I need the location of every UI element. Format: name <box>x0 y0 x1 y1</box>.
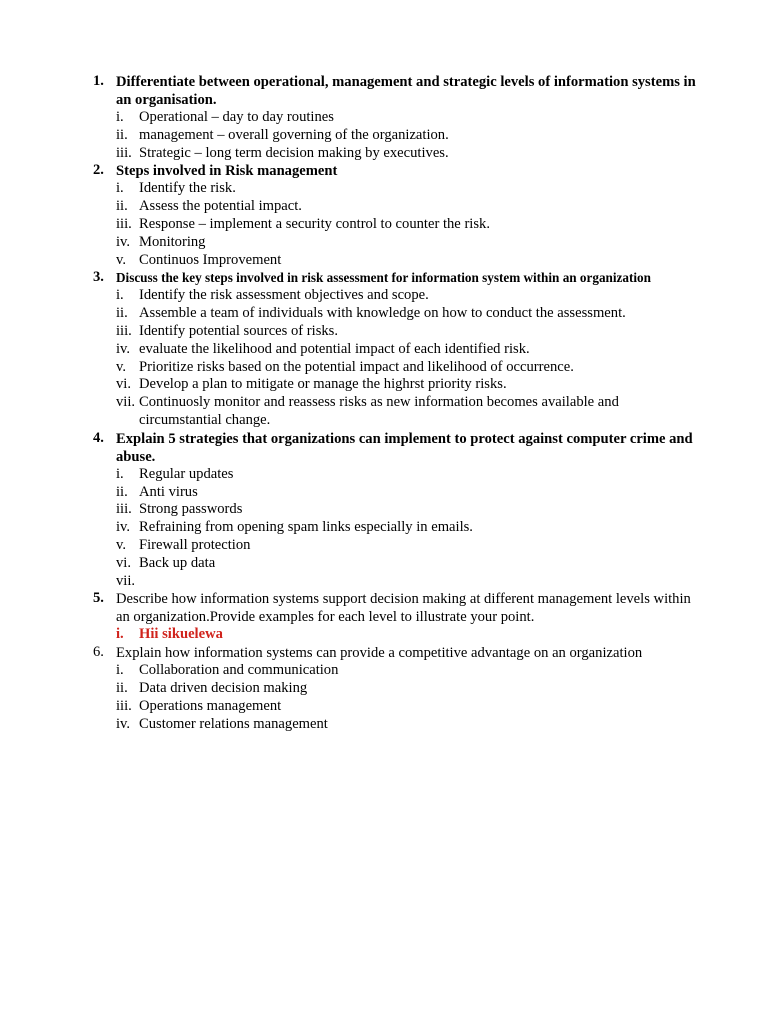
question-number: 4. <box>93 429 104 446</box>
answer-item-text: Firewall protection <box>139 536 251 553</box>
answer-item-text: management – overall governing of the organization. <box>139 126 449 143</box>
answer-item-text: Prioritize risks based on the potential impact and likelihood of occurrence. <box>139 358 574 375</box>
answer-item-text: Anti virus <box>139 483 198 500</box>
answer-item <box>0 519 699 537</box>
answer-item-number: iv. <box>116 340 131 357</box>
answer-item <box>0 680 699 698</box>
question-block <box>0 269 768 429</box>
question-text: Explain how information systems can provide a competitive advantage on an organization <box>116 645 643 662</box>
answer-item-text: Collaboration and communication <box>139 662 339 679</box>
answer-item <box>0 716 699 734</box>
answer-item <box>0 484 699 502</box>
question-number: 2. <box>93 162 104 179</box>
answer-item-number: i. <box>116 662 124 679</box>
answer-item <box>0 394 699 430</box>
answer-item-number: iii. <box>116 501 132 518</box>
question-text: Explain 5 strategies that organizations can implement to protect against computer crime and abuse. <box>116 430 693 465</box>
answer-item <box>0 234 699 252</box>
question-block <box>0 73 768 162</box>
answer-item-number: ii. <box>116 126 128 143</box>
answer-item <box>0 359 699 377</box>
answer-item <box>0 180 699 198</box>
question-block <box>0 162 768 269</box>
answer-item-text: Identify the risk assessment objectives and scope. <box>139 287 429 304</box>
answer-item-number: iii. <box>116 215 132 232</box>
answer-item <box>0 109 699 127</box>
answer-item-number: ii. <box>116 679 128 696</box>
answer-item-number: iii. <box>116 697 132 714</box>
answer-item <box>0 376 699 394</box>
question-block <box>0 430 768 591</box>
question-text: Differentiate between operational, management and strategic levels of information systems in an organisation. <box>116 74 696 108</box>
question-text: Describe how information systems support decision making at different management levels within an organization.Provide examples for each level to illustrate your point. <box>116 591 691 626</box>
answer-item-number: iv. <box>116 519 131 536</box>
answer-item <box>0 127 699 145</box>
answer-item-number: ii. <box>116 483 128 500</box>
answer-item-text: Hii sikuelewa <box>139 626 223 643</box>
answer-item-text: Data driven decision making <box>139 679 308 696</box>
answer-item-text: Regular updates <box>139 465 234 482</box>
answer-item <box>0 698 699 716</box>
answer-item-text: Identify the risk. <box>139 180 236 197</box>
answer-item-text: Back up data <box>139 554 216 571</box>
question-number: 6. <box>93 644 104 661</box>
answer-item-text: Continuosly monitor and reassess risks as new information becomes available and circumstantial change. <box>139 394 619 428</box>
answer-item-text: Identify potential sources of risks. <box>139 322 338 339</box>
answer-item-text: Customer relations management <box>139 715 328 732</box>
answer-item-number: v. <box>116 536 126 553</box>
answer-item <box>0 662 699 680</box>
answer-item-number: iii. <box>116 322 132 339</box>
answer-item <box>0 252 699 270</box>
answer-item-number: iii. <box>116 144 132 161</box>
question-text: Discuss the key steps involved in risk assessment for information system within an organization <box>116 270 651 286</box>
question-number: 3. <box>93 269 104 286</box>
answer-item-number: i. <box>116 287 124 304</box>
answer-item-number: v. <box>116 251 126 268</box>
answer-item-text: Continuos Improvement <box>139 251 282 268</box>
answer-item <box>0 537 699 555</box>
answer-item <box>0 145 699 163</box>
answer-item <box>0 287 699 305</box>
answer-item <box>0 198 699 216</box>
answer-item-text: Refraining from opening spam links especially in emails. <box>139 519 473 536</box>
answer-item-number: i. <box>116 109 124 125</box>
answer-item-text: Assemble a team of individuals with knowledge on how to conduct the assessment. <box>139 305 626 322</box>
answer-item <box>0 573 699 591</box>
answer-item-number: vii. <box>116 572 136 589</box>
question-block <box>0 644 768 733</box>
answer-item-number: vii. <box>116 394 136 411</box>
answer-item-text: Response – implement a security control to counter the risk. <box>139 215 490 232</box>
answer-item-text: Operational – day to day routines <box>139 109 334 125</box>
answer-item-text: evaluate the likelihood and potential impact of each identified risk. <box>139 340 530 357</box>
answer-item-text: Strong passwords <box>139 501 243 518</box>
answer-item-number: i. <box>116 465 124 482</box>
answer-item-number: vi. <box>116 376 131 393</box>
answer-item <box>0 323 699 341</box>
document-body <box>0 73 768 733</box>
question-number: 1. <box>93 73 104 89</box>
answer-item-number: v. <box>116 358 126 375</box>
question-block <box>0 590 768 644</box>
answer-item <box>0 341 699 359</box>
answer-item <box>0 626 699 644</box>
answer-item <box>0 305 699 323</box>
answer-item-text: Monitoring <box>139 233 206 250</box>
answer-item-number: i. <box>116 180 124 197</box>
answer-item-number: ii. <box>116 305 128 322</box>
answer-item-text: Develop a plan to mitigate or manage the highrst priority risks. <box>139 376 507 393</box>
answer-item <box>0 555 699 573</box>
answer-item-text: Strategic – long term decision making by executives. <box>139 144 449 161</box>
question-text: Steps involved in Risk management <box>116 163 338 180</box>
answer-item-number: ii. <box>116 198 128 215</box>
answer-item-number: i. <box>116 626 124 643</box>
answer-item-text: Operations management <box>139 697 282 714</box>
answer-item-number: iv. <box>116 233 131 250</box>
answer-item-text: Assess the potential impact. <box>139 198 302 215</box>
answer-item <box>0 466 699 484</box>
answer-item <box>0 501 699 519</box>
question-number: 5. <box>93 590 104 607</box>
answer-item <box>0 216 699 234</box>
answer-item-number: vi. <box>116 554 131 571</box>
answer-item-number: iv. <box>116 715 131 732</box>
